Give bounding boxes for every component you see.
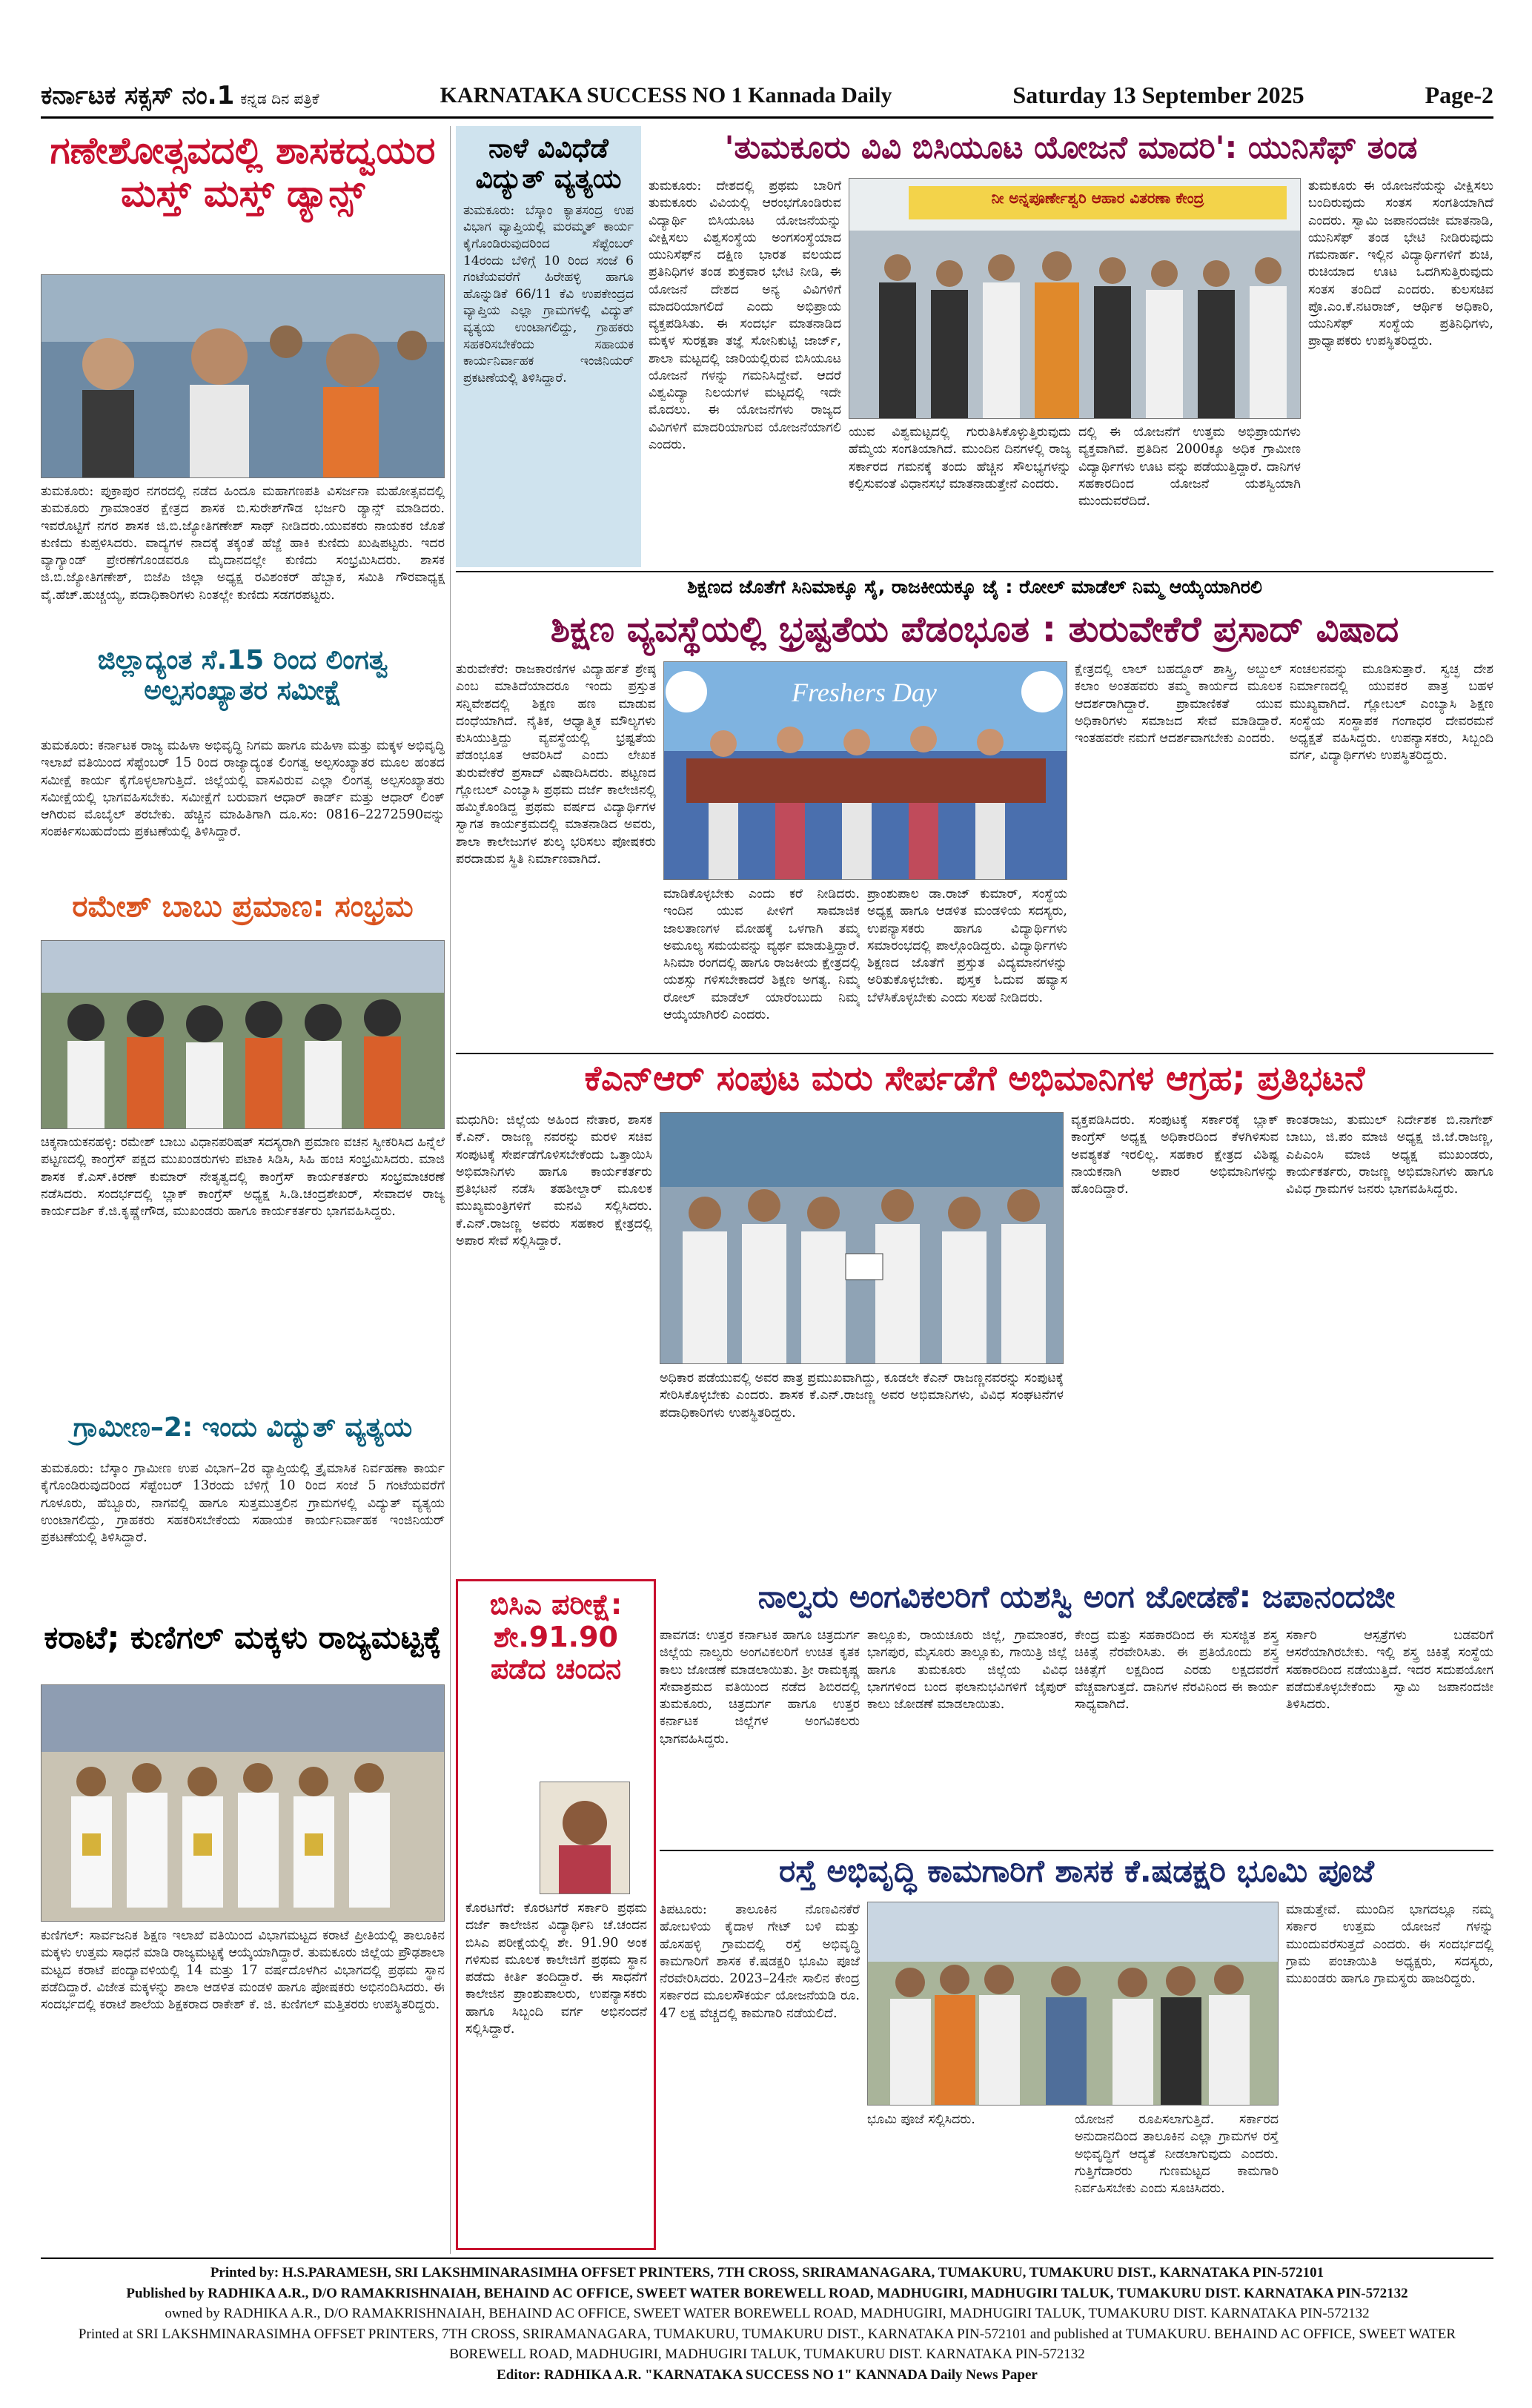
karate-body: ಕುಣಿಗಲ್: ಸಾರ್ವಜನಿಕ ಶಿಕ್ಷಣ ಇಲಾಖೆ ವತಿಯಿಂದ ವಿಭಾಗಮಟ್ಟದ ಕರಾಟೆ ಪ್ರೀತಿಯಲ್ಲಿ ತಾಲೂಕಿನ ಮಕ್ಕಳು ಉತ್ತಮ ಸಾಧನೆ ಮಾಡಿ ರಾಜ್ಯಮಟ್ಟಕ್ಕೆ ಆಯ್ಕೆಯಾಗಿದ್ದಾರೆ. ತುಮಕೂರು ಜಿಲ್ಲೆಯ ಪ್ರೌಢಶಾಲಾ ಮಟ್ಟದ ಕರಾಟೆ ಪಂದ್ಯಾವಳಿಯಲ್ಲಿ 14 ಮತ್ತು 17 ವರ್ಷದೊಳಗಿನ ವಿಭಾಗದಲ್ಲಿ ಪ್ರಥಮ ಸ್ಥಾನ ಪಡೆದಿದ್ದಾರೆ. ವಿಜೇತ ಮಕ್ಕಳನ್ನು ಶಾಲಾ ಆಡಳಿತ ಮಂಡಳಿ ಹಾಗೂ ಪೋಷಕರು ಅಭಿನಂದಿಸಿದರು. ಈ ಸಂದರ್ಭದಲ್ಲಿ ಕರಾಟೆ ಶಾಲೆಯ ಶಿಕ್ಷಕರಾದ ರಾಕೇಶ್ ಕೆ. ಜಿ. ಕುಣಿಗಲ್ ಮತ್ತಿತರರು ಉಪಸ್ಥಿತರಿದ್ದರು.	[41, 1928, 445, 2013]
imprint-owner: owned by RADHIKA A.R., D/O RAMAKRISHNAIAH, BEHAIND AC OFFICE, SWEET WATER BOREWELL ROAD, MADHUGIRI, MADHUGIRI TALUK, TUMAKURU DIST. KARNATAKA PIN-572132	[165, 2306, 1370, 2322]
section-rule	[456, 1053, 1493, 1054]
shikshana-col5: ಸಂಚಲನವನ್ನು ಮೂಡಿಸುತ್ತಾರೆ. ಸ್ವಚ್ಛ ದೇಶ ನಿರ್ಮಾಣದಲ್ಲಿ ಯುವಕರ ಪಾತ್ರ ಬಹಳ ಮುಖ್ಯವಾಗಿದೆ. ಗ್ಲೋಬಲ್ ಎಂಬ್ಯಾಸಿ ಶಿಕ್ಷಣ ಸಂಸ್ಥೆಯ ಸಂಸ್ಥಾಪಕ ಗಂಗಾಧರ ದೇವರಮನೆ ಅಧ್ಯಕ್ಷತೆ ವಹಿಸಿದ್ದರು. ಉಪನ್ಯಾಸಕರು, ಸಿಬ್ಬಂದಿ ವರ್ಗ, ವಿದ್ಯಾರ್ಥಿಗಳು ಉಪಸ್ಥಿತರಿದ್ದರು.	[1290, 662, 1493, 764]
column-divider	[450, 126, 451, 2254]
shikshana-col2: ಮಾಡಿಕೊಳ್ಳಬೇಕು ಎಂದು ಕರೆ ನೀಡಿದರು. ಇಂದಿನ ಯುವ ಪೀಳಿಗೆ ಸಾಮಾಜಿಕ ಜಾಲತಾಣಗಳ ಮೋಹಕ್ಕೆ ಒಳಗಾಗಿ ತಮ್ಮ ಅಮೂಲ್ಯ ಸಮಯವನ್ನು ವ್ಯರ್ಥ ಮಾಡುತ್ತಿದ್ದಾರೆ. ಸಿನಿಮಾ ರಂಗದಲ್ಲಿ ಹಾಗೂ ರಾಜಕೀಯ ಕ್ಷೇತ್ರದಲ್ಲಿ ಯಶಸ್ಸು ಗಳಿಸಬೇಕಾದರೆ ಶಿಕ್ಷಣ ಅಗತ್ಯ. ನಿಮ್ಮ ರೋಲ್ ಮಾಡೆಲ್ ಯಾರೆಂಬುದು ನಿಮ್ಮ ಆಯ್ಕೆಯಾಗಿರಲಿ ಎಂದರು.	[663, 887, 860, 1022]
unicef-photo	[849, 178, 1301, 419]
karate-headline: ಕರಾಟೆ; ಕುಣಿಗಲ್ ಮಕ್ಕಳು ರಾಜ್ಯಮಟ್ಟಕ್ಕೆ	[44, 1619, 442, 1656]
raste-photo	[867, 1902, 1279, 2106]
masthead	[41, 74, 1493, 119]
shikshana-col4: ಕ್ಷೇತ್ರದಲ್ಲಿ ಲಾಲ್ ಬಹದ್ದೂರ್ ಶಾಸ್ತ್ರಿ, ಅಬ್ದುಲ್ ಕಲಾಂ ಅಂತಹವರು ತಮ್ಮ ಕಾರ್ಯದ ಮೂಲಕ ಆದರ್ಶರಾಗಿದ್ದಾರೆ. ಪ್ರಾಮಾಣಿಕತೆ ಯುವ ಅಧಿಕಾರಿಗಳು ಸಮಾಜದ ಸೇವೆ ಮಾಡಿದ್ದಾರೆ. ಇಂತಹವರೇ ನಮಗೆ ಆದರ್ಶವಾಗಬೇಕು ಎಂದರು.	[1075, 662, 1282, 747]
masthead-title: KARNATAKA SUCCESS NO 1 Kannada Daily	[440, 82, 892, 108]
vidyut-2-body: ತುಮಕೂರು: ಬೆಸ್ಕಾಂ ಗ್ರಾಮೀಣ ಉಪ ವಿಭಾಗ–2ರ ವ್ಯಾಪ್ತಿಯಲ್ಲಿ ತ್ರೈಮಾಸಿಕ ನಿರ್ವಹಣಾ ಕಾರ್ಯ ಕೈಗೊಂಡಿರುವುದರಿಂದ ಸೆಪ್ಟೆಂಬರ್ 13ರಂದು ಬೆಳಿಗ್ಗೆ 10 ರಿಂದ ಸಂಜೆ 5 ಗಂಟೆಯವರೆಗೆ ಗೂಳೂರು, ಹೆಬ್ಬೂರು, ನಾಗವಲ್ಲಿ ಹಾಗೂ ಸುತ್ತಮುತ್ತಲಿನ ಗ್ರಾಮಗಳಲ್ಲಿ ವಿದ್ಯುತ್ ವ್ಯತ್ಯಯ ಉಂಟಾಗಲಿದ್ದು, ಗ್ರಾಹಕರು ಸಹಕರಿಸಬೇಕೆಂದು ಸಹಾಯಕ ಕಾರ್ಯನಿರ್ವಾಹಕ ಇಂಜಿನಿಯರ್ ಪ್ರಕಟಣೆಯಲ್ಲಿ ತಿಳಿಸಿದ್ದಾರೆ.	[41, 1461, 445, 1546]
unicef-col4: ತುಮಕೂರು ಈ ಯೋಜನೆಯನ್ನು ವೀಕ್ಷಿಸಲು ಬಂದಿರುವುದು ಸಂತಸ ಸಂಗತಿಯಾಗಿದೆ ಎಂದರು. ಸ್ವಾಮಿ ಜಪಾನಂದಜೀ ಮಾತನಾಡಿ, ಯುನಿಸೆಫ್ ತಂಡ ಭೇಟಿ ನೀಡಿರುವುದು ಗಮನಾರ್ಹ. ಇಲ್ಲಿನ ವಿದ್ಯಾರ್ಥಿಗಳಿಗೆ ಶುಚಿ, ರುಚಿಯಾದ ಊಟ ಒದಗಿಸುತ್ತಿರುವುದು ಸಂತಸ ತಂದಿದೆ ಎಂದರು. ಕುಲಸಚಿವ ಪ್ರೊ.ಎಂ.ಕೆ.ನಟರಾಜ್, ಆರ್ಥಿಕ ಅಧಿಕಾರಿ, ಯುನಿಸೆಫ್ ಸಂಸ್ಥೆಯ ಪ್ರತಿನಿಧಿಗಳು, ಪ್ರಾಧ್ಯಾಪಕರು ಉಪಸ್ಥಿತರಿದ್ದರು.	[1308, 179, 1493, 349]
raste-col2: ಯೋಜನೆ ರೂಪಿಸಲಾಗುತ್ತಿದೆ. ಸರ್ಕಾರದ ಅನುದಾನದಿಂದ ತಾಲೂಕಿನ ಎಲ್ಲಾ ಗ್ರಾಮಗಳ ರಸ್ತೆ ಅಭಿವೃದ್ಧಿಗೆ ಆದ್ಯತೆ ನೀಡಲಾಗುವುದು ಎಂದರು. ಗುತ್ತಿಗೆದಾರರು ಗುಣಮಟ್ಟದ ಕಾಮಗಾರಿ ನಿರ್ವಹಿಸಬೇಕು ಎಂದು ಸೂಚಿಸಿದರು.	[1075, 2112, 1279, 2197]
section-rule	[456, 571, 1493, 572]
bca-box	[456, 1579, 656, 2250]
unicef-headline: 'ತುಮಕೂರು ವಿವಿ ಬಿಸಿಯೂಟ ಯೋಜನೆ ಮಾದರಿ': ಯುನಿಸೆಫ್ ತಂಡ	[724, 129, 1418, 165]
japanandaji-col2: ತಾಲ್ಲೂಕು, ರಾಯಚೂರು ಜಿಲ್ಲೆ, ಗ್ರಾಮಾಂತರ, ಭಾಗಪುರ, ಮೈಸೂರು ತಾಲ್ಲೂಕು, ಗಾಯಿತ್ರಿ ಜಿಲ್ಲೆ ಹಾಗೂ ತುಮಕೂರು ಜಿಲ್ಲೆಯ ವಿವಿಧ ಭಾಗಗಳಿಂದ ಬಂದ ಫಲಾನುಭವಿಗಳಿಗೆ ಜೈಪುರ್ ಕಾಲು ಜೋಡಣೆ ಮಾಡಲಾಯಿತು.	[867, 1628, 1067, 1713]
unicef-col2: ದಲ್ಲಿ ಈ ಯೋಜನೆಗೆ ಉತ್ತಮ ಅಭಿಪ್ರಾಯಗಳು ವ್ಯಕ್ತವಾಗಿವೆ. ಪ್ರತಿದಿನ 2000ಕ್ಕೂ ಅಧಿಕ ಗ್ರಾಮೀಣ ವಿದ್ಯಾರ್ಥಿಗಳು ಊಟ ವನ್ನು ಪಡೆಯುತ್ತಿದ್ದಾರೆ. ದಾನಿಗಳ ಸಹಕಾರದಿಂದ ಯೋಜನೆ ಯಶಸ್ವಿಯಾಗಿ ಮುಂದುವರೆದಿದೆ.	[1078, 425, 1301, 509]
japanandaji-col1: ಪಾವಗಡ: ಉತ್ತರ ಕರ್ನಾಟಕ ಹಾಗೂ ಚಿತ್ರದುರ್ಗ ಜಿಲ್ಲೆಯ ನಾಲ್ವರು ಅಂಗವಿಕಲರಿಗೆ ಉಚಿತ ಕೃತಕ ಕಾಲು ಜೋಡಣೆ ಮಾಡಲಾಯಿತು. ಶ್ರೀ ರಾಮಕೃಷ್ಣ ಸೇವಾಶ್ರಮದ ವತಿಯಿಂದ ನಡೆದ ಶಿಬಿರದಲ್ಲಿ ತುಮಕೂರು, ಚಿತ್ರದುರ್ಗ ಹಾಗೂ ಉತ್ತರ ಕರ್ನಾಟಕ ಜಿಲ್ಲೆಗಳ ಅಂಗವಿಕಲರು ಭಾಗವಹಿಸಿದ್ದರು.	[660, 1628, 860, 1747]
shikshana-photo-banner: Freshers Day	[792, 678, 937, 707]
shikshana-photo	[663, 661, 1067, 880]
japanandaji-col3: ಕೇಂದ್ರ ಮತ್ತು ಸಹಕಾರದಿಂದ ಈ ಸುಸಜ್ಜಿತ ಶಸ್ತ್ರ ಚಿಕಿತ್ಸೆ ನೆರವೇರಿಸಿತು. ಈ ಪ್ರತಿಯೊಂದು ಶಸ್ತ್ರ ಚಿಕಿತ್ಸೆಗೆ ಲಕ್ಷದಿಂದ ಎರಡು ಲಕ್ಷದವರೆಗೆ ವೆಚ್ಚವಾಗುತ್ತದೆ. ದಾನಿಗಳ ನೆರವಿನಿಂದ ಈ ಕಾರ್ಯ ಸಾಧ್ಯವಾಗಿದೆ.	[1075, 1628, 1279, 1713]
ganesha-photo	[41, 274, 445, 478]
raste-headline: ರಸ್ತೆ ಅಭಿವೃದ್ಧಿ ಕಾಮಗಾರಿಗೆ ಶಾಸಕ ಕೆ.ಷಡಕ್ಷರಿ ಭೂಮಿ ಪೂಜೆ	[779, 1853, 1374, 1889]
vidyut-1-body: ತುಮಕೂರು: ಬೆಸ್ಕಾಂ ಕ್ಯಾತಸಂದ್ರ ಉಪ ವಿಭಾಗ ವ್ಯಾಪ್ತಿಯಲ್ಲಿ ಮರಮ್ಮತ್ ಕಾರ್ಯ ಕೈಗೊಂಡಿರುವುದರಿಂದ ಸೆಪ್ಟೆಂಬರ್ 14ರಂದು ಬೆಳಿಗ್ಗೆ 10 ರಿಂದ ಸಂಜೆ 6 ಗಂಟೆಯವರೆಗೆ ಹಿರೇಹಳ್ಳಿ ಹಾಗೂ ಹೊನ್ನುಡಿಕೆ 66/11 ಕೆವಿ ಉಪಕೇಂದ್ರದ ವ್ಯಾಪ್ತಿಯ ಎಲ್ಲಾ ಗ್ರಾಮಗಳಲ್ಲಿ ವಿದ್ಯುತ್ ವ್ಯತ್ಯಯ ಉಂಟಾಗಲಿದ್ದು, ಗ್ರಾಹಕರು ಸಹಕರಿಸಬೇಕೆಂದು ಸಹಾಯಕ ಕಾರ್ಯನಿರ್ವಾಹಕ ಇಂಜಿನಿಯರ್ ಪ್ರಕಟಣೆಯಲ್ಲಿ ತಿಳಿಸಿದ್ದಾರೆ.	[463, 202, 634, 386]
ramesh-body: ಚಿಕ್ಕನಾಯಕನಹಳ್ಳಿ: ರಮೇಶ್ ಬಾಬು ವಿಧಾನಪರಿಷತ್ ಸದಸ್ಯರಾಗಿ ಪ್ರಮಾಣ ವಚನ ಸ್ವೀಕರಿಸಿದ ಹಿನ್ನೆಲೆ ಪಟ್ಟಣದಲ್ಲಿ ಕಾಂಗ್ರೆಸ್ ಪಕ್ಷದ ಮುಖಂಡರುಗಳು ಪಟಾಕಿ ಸಿಡಿಸಿ, ಸಿಹಿ ಹಂಚಿ ಸಂಭ್ರಮಿಸಿದರು. ಮಾಜಿ ಶಾಸಕ ಕೆ.ಎಸ್.ಕಿರಣ್ ಕುಮಾರ್ ನೇತೃತ್ವದಲ್ಲಿ ಕಾಂಗ್ರೆಸ್ ಕಾರ್ಯಕರ್ತರು ಸಂಭ್ರಮಾಚರಣೆ ನಡೆಸಿದರು. ಸಂದರ್ಭದಲ್ಲಿ ಬ್ಲಾಕ್ ಕಾಂಗ್ರೆಸ್ ಅಧ್ಯಕ್ಷ ಸಿ.ಡಿ.ಚಂದ್ರಶೇಖರ್, ಸೇವಾದಳ ರಾಜ್ಯ ಕಾರ್ಯದರ್ಶಿ ಕೆ.ಜಿ.ಕೃಷ್ಣೇಗೌಡ, ಮುಖಂಡರು ಹಾಗೂ ಕಾರ್ಯಕರ್ತರು ಭಾಗವಹಿಸಿದ್ದರು.	[41, 1135, 445, 1220]
page-number: Page-2	[1425, 82, 1493, 108]
imprint-publisher: Published by RADHIKA A.R., D/O RAMAKRISHNAIAH, BEHAIND AC OFFICE, SWEET WATER BOREWELL ROAD, MADHUGIRI, MADHUGIRI TALUK, TUMAKURU DIST. KARNATAKA PIN-572132	[126, 2285, 1408, 2301]
knr-headline: ಕೆಎನ್‌ಆರ್ ಸಂಪುಟ ಮರು ಸೇರ್ಪಡೆಗೆ ಅಭಿಮಾನಿಗಳ ಆಗ್ರಹ; ಪ್ರತಿಭಟನೆ	[584, 1058, 1365, 1098]
raste-col3: ಮಾಡುತ್ತೇವೆ. ಮುಂದಿನ ಭಾಗದಲ್ಲೂ ನಮ್ಮ ಸರ್ಕಾರ ಉತ್ತಮ ಯೋಜನೆ ಗಳನ್ನು ಮುಂದುವರೆಸುತ್ತದೆ ಎಂದರು. ಈ ಸಂದರ್ಭದಲ್ಲಿ ಗ್ರಾಮ ಪಂಚಾಯಿತಿ ಅಧ್ಯಕ್ಷರು, ಸದಸ್ಯರು, ಮುಖಂಡರು ಹಾಗೂ ಗ್ರಾಮಸ್ಥರು ಹಾಜರಿದ್ದರು.	[1286, 1902, 1493, 1987]
vidyut-2-headline: ಗ್ರಾಮೀಣ–2: ಇಂದು ವಿದ್ಯುತ್ ವ್ಯತ್ಯಯ	[73, 1412, 413, 1443]
shikshana-kicker: ಶಿಕ್ಷಣದ ಜೊತೆಗೆ ಸಿನಿಮಾಕ್ಕೂ ಸೈ, ರಾಜಕೀಯಕ್ಕೂ ಜೈ : ರೋಲ್ ಮಾಡೆಲ್ ನಿಮ್ಮ ಆಯ್ಕೆಯಾಗಿರಲಿ	[687, 576, 1262, 598]
imprint-footer	[41, 2263, 1493, 2400]
knr-col3: ವ್ಯಕ್ತಪಡಿಸಿದರು. ಸಂಪುಟಕ್ಕೆ ಸರ್ಕಾರಕ್ಕೆ ಬ್ಲಾಕ್ ಕಾಂಗ್ರೆಸ್ ಅಧ್ಯಕ್ಷ ಅಧಿಕಾರದಿಂದ ಕೆಳಗಿಳಿಸುವ ಅವಶ್ಯಕತೆ ಇರಲಿಲ್ಲ. ಸಹಕಾರ ಕ್ಷೇತ್ರದ ವಿಶಿಷ್ಟ ನಾಯಕನಾಗಿ ಅಪಾರ ಅಭಿಮಾನಿಗಳನ್ನು ಹೊಂದಿದ್ದಾರೆ.	[1071, 1113, 1279, 1197]
unicef-photo-caption: ಯುವ ವಿಶ್ವಮಟ್ಟದಲ್ಲಿ ಗುರುತಿಸಿಕೊಳ್ಳುತ್ತಿರುವುದು ಹೆಮ್ಮೆಯ ಸಂಗತಿಯಾಗಿದೆ. ಮುಂದಿನ ದಿನಗಳಲ್ಲಿ ರಾಜ್ಯ ಸರ್ಕಾರದ ಗಮನಕ್ಕೆ ತಂದು ಹೆಚ್ಚಿನ ಸೌಲಭ್ಯಗಳನ್ನು ಕಲ್ಪಿಸುವಂತೆ ವಿಧಾನಸಭೆ ಮಾತನಾಡುತ್ತೇನೆ ಎಂದರು.	[849, 425, 1071, 492]
bca-student-photo	[540, 1782, 630, 1894]
jilla-sameekshe-headline: ಜಿಲ್ಲಾದ್ಯಂತ ಸೆ.15 ರಿಂದ ಲಿಂಗತ್ವ ಅಲ್ಪಸಂಖ್ಯಾತರ ಸಮೀಕ್ಷೆ	[97, 645, 388, 707]
vidyut-1-box	[456, 126, 641, 567]
knr-col2: ಅಧಿಕಾರ ಪಡೆಯುವಲ್ಲಿ ಅವರ ಪಾತ್ರ ಪ್ರಮುಖವಾಗಿದ್ದು, ಕೂಡಲೇ ಕೆಎನ್ ರಾಜಣ್ಣನವರನ್ನು ಸಂಪುಟಕ್ಕೆ ಸೇರಿಸಿಕೊಳ್ಳಬೇಕು ಎಂದರು. ಶಾಸಕ ಕೆ.ಎನ್.ರಾಜಣ್ಣ ಅವರ ಅಭಿಮಾನಿಗಳು, ವಿವಿಧ ಸಂಘಟನೆಗಳ ಪದಾಧಿಕಾರಿಗಳು ಉಪಸ್ಥಿತರಿದ್ದರು.	[660, 1371, 1064, 1420]
ganesha-headline: ಗಣೇಶೋತ್ಸವದಲ್ಲಿ ಶಾಸಕದ್ವಯರ ಮಸ್ತ್ ಮಸ್ತ್ ಡ್ಯಾನ್ಸ್	[50, 129, 436, 215]
shikshana-col1: ತುರುವೇಕೆರೆ: ರಾಜಕಾರಣಿಗಳ ವಿದ್ಯಾರ್ಹತೆ ಶ್ರೇಷ್ಠ ಎಂಬ ಮಾತಿದೆಯಾದರೂ ಇಂದು ಪ್ರಸ್ತುತ ಸನ್ನಿವೇಶದಲ್ಲಿ ಶಿಕ್ಷಣ ಹಣ ಮಾಡುವ ದಂಧೆಯಾಗಿದೆ. ನೈತಿಕ, ಆಧ್ಯಾತ್ಮಿಕ ಮೌಲ್ಯಗಳು ಕುಸಿಯುತ್ತಿದ್ದು ವ್ಯವಸ್ಥೆಯಲ್ಲಿ ಭ್ರಷ್ಟತೆಯ ಪೆಡಂಭೂತ ಆವರಿಸಿದೆ ಎಂದು ಲೇಖಕ ತುರುವೇಕೆರೆ ಪ್ರಸಾದ್ ವಿಷಾದಿಸಿದರು. ಪಟ್ಟಣದ ಗ್ಲೋಬಲ್ ಎಂಬ್ಯಾಸಿ ಪ್ರಥಮ ದರ್ಜೆ ಕಾಲೇಜಿನಲ್ಲಿ ಹಮ್ಮಿಕೊಂಡಿದ್ದ ಪ್ರಥಮ ವರ್ಷದ ವಿದ್ಯಾರ್ಥಿಗಳ ಸ್ವಾಗತ ಕಾರ್ಯಕ್ರಮದಲ್ಲಿ ಮಾತನಾಡಿದ ಅವರು, ಶಾಲಾ ಕಾಲೇಜುಗಳ ಶುಲ್ಕ ಭರಿಸಲು ಪೋಷಕರು ಪರದಾಡುವ ಸ್ಥಿತಿ ನಿರ್ಮಾಣವಾಗಿದೆ.	[456, 662, 656, 867]
raste-col1: ತಿಪಟೂರು: ತಾಲೂಕಿನ ನೊಣವಿನಕೆರೆ ಹೋಬಳಿಯ ಕೈದಾಳ ಗೇಟ್ ಬಳಿ ಮತ್ತು ಹೊಸಹಳ್ಳಿ ಗ್ರಾಮದಲ್ಲಿ ರಸ್ತೆ ಅಭಿವೃದ್ಧಿ ಕಾಮಗಾರಿಗೆ ಶಾಸಕ ಕೆ.ಷಡಕ್ಷರಿ ಭೂಮಿ ಪೂಜೆ ನೆರವೇರಿಸಿದರು. 2023–24ನೇ ಸಾಲಿನ ಕೇಂದ್ರ ಸರ್ಕಾರದ ಮೂಲಸೌಕರ್ಯ ಯೋಜನೆಯಡಿ ರೂ. 47 ಲಕ್ಷ ವೆಚ್ಚದಲ್ಲಿ ಕಾಮಗಾರಿ ನಡೆಯಲಿದೆ.	[660, 1902, 860, 2021]
imprint-printed-at: Printed at SRI LAKSHMINARASIMHA OFFSET PRINTERS, 7TH CROSS, SRIRAMANAGARA, TUMAKURU, TUMAKURU DIST., KARNATAKA PIN-572101 and published at TUMAKURU. BEHAIND AC OFFICE, SWEET WATER BOREWELL ROAD, MADHUGIRI, MADHUGIRI TALUK, TUMAKURU DIST. KARNATAKA PIN-572132	[78, 2326, 1456, 2363]
masthead-brand: ಕರ್ನಾಟಕ ಸಕ್ಸಸ್ ನಂ.1 ಕನ್ನಡ ದಿನ ಪತ್ರಿಕೆ	[41, 80, 319, 110]
footer-rule	[41, 2258, 1493, 2259]
section-rule	[660, 1850, 1493, 1851]
imprint-editor: Editor: RADHIKA A.R. "KARNATAKA SUCCESS NO 1" KANNADA Daily News Paper	[497, 2366, 1038, 2383]
ramesh-headline: ರಮೇಶ್ ಬಾಬು ಪ್ರಮಾಣ: ಸಂಭ್ರಮ	[72, 890, 414, 924]
vidyut-1-headline: ನಾಳೆ ವಿವಿಧೆಡೆ ವಿದ್ಯುತ್ ವ್ಯತ್ಯಯ	[475, 133, 622, 195]
raste-photo-caption: ಭೂಮಿ ಪೂಜೆ ಸಲ್ಲಿಸಿದರು.	[867, 2112, 975, 2127]
japanandaji-headline: ನಾಲ್ವರು ಅಂಗವಿಕಲರಿಗೆ ಯಶಸ್ವಿ ಅಂಗ ಜೋಡಣೆ: ಜಪಾನಂದಜೀ	[757, 1578, 1396, 1615]
unicef-col1: ತುಮಕೂರು: ದೇಶದಲ್ಲಿ ಪ್ರಥಮ ಬಾರಿಗೆ ತುಮಕೂರು ವಿವಿಯಲ್ಲಿ ಆರಂಭಗೊಂಡಿರುವ ವಿದ್ಯಾರ್ಥಿ ಬಿಸಿಯೂಟ ಯೋಜನೆಯನ್ನು ವೀಕ್ಷಿಸಲು ವಿಶ್ವಸಂಸ್ಥೆಯ ಅಂಗಸಂಸ್ಥೆಯಾದ ಯುನಿಸೆಫ್‌ನ ದಕ್ಷಿಣ ಭಾರತ ವಲಯದ ಪ್ರತಿನಿಧಿಗಳ ತಂಡ ಶುಕ್ರವಾರ ಭೇಟಿ ನೀಡಿ, ಈ ಯೋಜನೆ ದೇಶದ ಅನ್ಯ ವಿವಿಗಳಿಗೆ ಮಾದರಿಯಾಗಲಿದೆ ಎಂದು ಅಭಿಪ್ರಾಯ ವ್ಯಕ್ತಪಡಿಸಿತು. ಈ ಸಂದರ್ಭ ಮಾತನಾಡಿದ ಮಕ್ಕಳ ಸುರಕ್ಷತಾ ತಜ್ಞೆ ಸೋನಿಕುಟ್ಟಿ ಜಾರ್ಜ್, ಶಾಲಾ ಮಟ್ಟದಲ್ಲಿ ಜಾರಿಯಲ್ಲಿರುವ ಬಿಸಿಯೂಟ ಯೋಜನೆ ಗಳನ್ನು ಗಮನಿಸಿದ್ದೇವೆ. ಆದರೆ ವಿಶ್ವವಿದ್ಯಾ ನಿಲಯಗಳ ಮಟ್ಟದಲ್ಲಿ ಇದೇ ಮೊದಲು. ಈ ಯೋಜನೆಗಳು ರಾಜ್ಯದ ವಿವಿಗಳಿಗೆ ಮಾದರಿಯಾಗುವ ಯೋಜನೆಯಾಗಲಿ ಎಂದರು.	[649, 179, 841, 452]
ramesh-photo	[41, 940, 445, 1129]
shikshana-headline: ಶಿಕ್ಷಣ ವ್ಯವಸ್ಥೆಯಲ್ಲಿ ಭ್ರಷ್ಟತೆಯ ಪೆಡಂಭೂತ : ತುರುವೇಕೆರೆ ಪ್ರಸಾದ್ ವಿಷಾದ	[550, 609, 1399, 650]
unicef-photo-banner: ನೀ ಅನ್ನಪೂರ್ಣೇಶ್ವರಿ ಆಹಾರ ವಿತರಣಾ ಕೇಂದ್ರ	[991, 189, 1204, 207]
knr-photo	[660, 1112, 1064, 1364]
karate-photo	[41, 1684, 445, 1922]
jilla-sameekshe-body: ತುಮಕೂರು: ಕರ್ನಾಟಕ ರಾಜ್ಯ ಮಹಿಳಾ ಅಭಿವೃದ್ಧಿ ನಿಗಮ ಹಾಗೂ ಮಹಿಳಾ ಮತ್ತು ಮಕ್ಕಳ ಅಭಿವೃದ್ಧಿ ಇಲಾಖೆ ವತಿಯಿಂದ ಸೆಪ್ಟೆಂಬರ್ 15 ರಿಂದ ರಾಜ್ಯಾದ್ಯಂತ ಲಿಂಗತ್ವ ಅಲ್ಪಸಂಖ್ಯಾತರ ಮೂಲ ಹಂತದ ಸಮೀಕ್ಷೆ ಕಾರ್ಯ ಕೈಗೊಳ್ಳಲಾಗುತ್ತಿದೆ. ಜಿಲ್ಲೆಯಲ್ಲಿ ವಾಸವಿರುವ ಎಲ್ಲಾ ಲಿಂಗತ್ವ ಅಲ್ಪಸಂಖ್ಯಾತರು ಸಮೀಕ್ಷೆಯಲ್ಲಿ ಭಾಗವಹಿಸಬೇಕು. ಸಮೀಕ್ಷೆಗೆ ಬರುವಾಗ ಆಧಾರ್ ಕಾರ್ಡ್ ಮತ್ತು ಆಧಾರ್ ಲಿಂಕ್ ಆಗಿರುವ ಮೊಬೈಲ್ ತರಬೇಕು. ಹೆಚ್ಚಿನ ಮಾಹಿತಿಗಾಗಿ ದೂ.ಸಂ: 0816–2272590ವನ್ನು ಸಂಪರ್ಕಿಸಬಹುದೆಂದು ಪ್ರಕಟಣೆಯಲ್ಲಿ ತಿಳಿಸಿದ್ದಾರೆ.	[41, 738, 445, 840]
bca-body: ಕೊರಟಗೆರೆ: ಕೊರಟಗೆರೆ ಸರ್ಕಾರಿ ಪ್ರಥಮ ದರ್ಜೆ ಕಾಲೇಜಿನ ವಿದ್ಯಾರ್ಥಿನಿ ಚೆ.ಚಂದನ ಬಿಸಿಎ ಪರೀಕ್ಷೆಯಲ್ಲಿ ಶೇ. 91.90 ಅಂಕ ಗಳಿಸುವ ಮೂಲಕ ಕಾಲೇಜಿಗೆ ಪ್ರಥಮ ಸ್ಥಾನ ಪಡೆದು ಕೀರ್ತಿ ತಂದಿದ್ದಾರೆ. ಈ ಸಾಧನೆಗೆ ಕಾಲೇಜಿನ ಪ್ರಾಂಶುಪಾಲರು, ಉಪನ್ಯಾಸಕರು ಹಾಗೂ ಸಿಬ್ಬಂದಿ ವರ್ಗ ಅಭಿನಂದನೆ ಸಲ್ಲಿಸಿದ್ದಾರೆ.	[465, 1901, 647, 2037]
imprint-printer: Printed by: H.S.PARAMESH, SRI LAKSHMINARASIMHA OFFSET PRINTERS, 7TH CROSS, SRIRAMANAGARA, TUMAKURU, TUMAKURU DIST., KARNATAKA PIN-572101	[210, 2265, 1324, 2280]
japanandaji-col4: ಸರ್ಕಾರಿ ಆಸ್ಪತ್ರೆಗಳು ಬಡವರಿಗೆ ಆಸರೆಯಾಗಿರಬೇಕು. ಇಲ್ಲಿ ಶಸ್ತ್ರ ಚಿಕಿತ್ಸೆ ಸಂಸ್ಥೆಯ ಸಹಕಾರದಿಂದ ನಡೆಯುತ್ತಿದೆ. ಇದರ ಸದುಪಯೋಗ ಪಡೆದುಕೊಳ್ಳಬೇಕೆಂದು ಸ್ವಾಮಿ ಜಪಾನಂದಜೀ ತಿಳಿಸಿದರು.	[1286, 1628, 1493, 1713]
shikshana-col3: ಪ್ರಾಂಶುಪಾಲ ಡಾ.ರಾಜ್ ಕುಮಾರ್, ಸಂಸ್ಥೆಯ ಅಧ್ಯಕ್ಷ ಹಾಗೂ ಆಡಳಿತ ಮಂಡಳಿಯ ಸದಸ್ಯರು, ಉಪನ್ಯಾಸಕರು ಹಾಗೂ ವಿದ್ಯಾರ್ಥಿಗಳು ಸಮಾರಂಭದಲ್ಲಿ ಪಾಲ್ಗೊಂಡಿದ್ದರು. ವಿದ್ಯಾರ್ಥಿಗಳು ಶಿಕ್ಷಣದ ಜೊತೆಗೆ ಪ್ರಸ್ತುತ ವಿದ್ಯಮಾನಗಳನ್ನು ಅರಿತುಕೊಳ್ಳಬೇಕು. ಪುಸ್ತಕ ಓದುವ ಹವ್ಯಾಸ ಬೆಳೆಸಿಕೊಳ್ಳಬೇಕು ಎಂದು ಸಲಹೆ ನೀಡಿದರು.	[867, 887, 1067, 1005]
bca-headline: ಬಿಸಿಎ ಪರೀಕ್ಷೆ: ಶೇ.91.90 ಪಡೆದ ಚಂದನ	[489, 1588, 623, 1686]
knr-col4: ಕಾಂತರಾಜು, ತುಮುಲ್ ನಿರ್ದೇಶಕ ಬಿ.ನಾಗೇಶ್ ಬಾಬು, ಜಿ.ಪಂ ಮಾಜಿ ಅಧ್ಯಕ್ಷ ಜಿ.ಜೆ.ರಾಜಣ್ಣ, ಎಪಿಎಂಸಿ ಮಾಜಿ ಅಧ್ಯಕ್ಷ ಮುಖಂಡರು, ಕಾರ್ಯಕರ್ತರು, ರಾಜಣ್ಣ ಅಭಿಮಾನಿಗಳು ಹಾಗೂ ವಿವಿಧ ಗ್ರಾಮಗಳ ಜನರು ಭಾಗವಹಿಸಿದ್ದರು.	[1286, 1113, 1493, 1197]
knr-col1: ಮಧುಗಿರಿ: ಜಿಲ್ಲೆಯ ಅಹಿಂದ ನೇತಾರ, ಶಾಸಕ ಕೆ.ಎನ್. ರಾಜಣ್ಣ ನವರನ್ನು ಮರಳಿ ಸಚಿವ ಸಂಪುಟಕ್ಕೆ ಸೇರ್ಪಡೆಗೊಳಿಸಬೇಕೆಂದು ಒತ್ತಾಯಿಸಿ ಅಭಿಮಾನಿಗಳು ಹಾಗೂ ಕಾರ್ಯಕರ್ತರು ಪ್ರತಿಭಟನೆ ನಡೆಸಿ ತಹಶೀಲ್ದಾರ್ ಮೂಲಕ ಮುಖ್ಯಮಂತ್ರಿಗಳಿಗೆ ಮನವಿ ಸಲ್ಲಿಸಿದರು. ಕೆ.ಎನ್.ರಾಜಣ್ಣ ಅವರು ಸಹಕಾರ ಕ್ಷೇತ್ರದಲ್ಲಿ ಅಪಾರ ಸೇವೆ ಸಲ್ಲಿಸಿದ್ದಾರೆ.	[456, 1113, 652, 1248]
masthead-date: Saturday 13 September 2025	[1012, 82, 1304, 108]
ganesha-body: ತುಮಕೂರು: ಪುಕ್ರಾಪುರ ನಗರದಲ್ಲಿ ನಡೆದ ಹಿಂದೂ ಮಹಾಗಣಪತಿ ವಿಸರ್ಜನಾ ಮಹೋತ್ಸವದಲ್ಲಿ ತುಮಕೂರು ಗ್ರಾಮಾಂತರ ಕ್ಷೇತ್ರದ ಶಾಸಕ ಬಿ.ಸುರೇಶ್‌ಗೌಡ ಭರ್ಜರಿ ಡ್ಯಾನ್ಸ್ ಮಾಡಿದರು. ಇವರೊಟ್ಟಿಗೆ ನಗರ ಶಾಸಕ ಜಿ.ಬಿ.ಜ್ಯೋತಿಗಣೇಶ್ ಸಾಥ್ ನೀಡಿದರು.ಯುವಕರು ನಾಯಕರ ಜೊತೆ ಕುಣಿದು ಕುಪ್ಪಳಿಸಿದರು. ವಾದ್ಯಗಳ ನಾದಕ್ಕೆ ತಕ್ಕಂತೆ ಹೆಜ್ಜೆ ಹಾಕಿ ಕುಣಿದು ಖುಷಿಪಟ್ಟರು. ಇದರ ವ್ಯಾಗ್ಯಾಂಡ್ ಪ್ರೇರಣೆಗೊಂಡವರೂ ಮೈದಾನದಲ್ಲೇ ಕುಣಿದು ಸಂಭ್ರಮಿಸಿದರು. ಶಾಸಕ ಜಿ.ಬಿ.ಜ್ಯೋತಿಗಣೇಶ್, ಬಿಜೆಪಿ ಜಿಲ್ಲಾ ಅಧ್ಯಕ್ಷ ರವಿಶಂಕರ್ ಹೆಬ್ಬಾಕ, ಸಮಿತಿ ಗೌರವಾಧ್ಯಕ್ಷ ವೈ.ಹೆಚ್.ಹುಚ್ಚಯ್ಯ, ಪದಾಧಿಕಾರಿಗಳು ನಿಂತಲ್ಲೇ ಕುಣಿದು ಸಡಗರಪಟ್ಟರು.	[41, 484, 445, 603]
